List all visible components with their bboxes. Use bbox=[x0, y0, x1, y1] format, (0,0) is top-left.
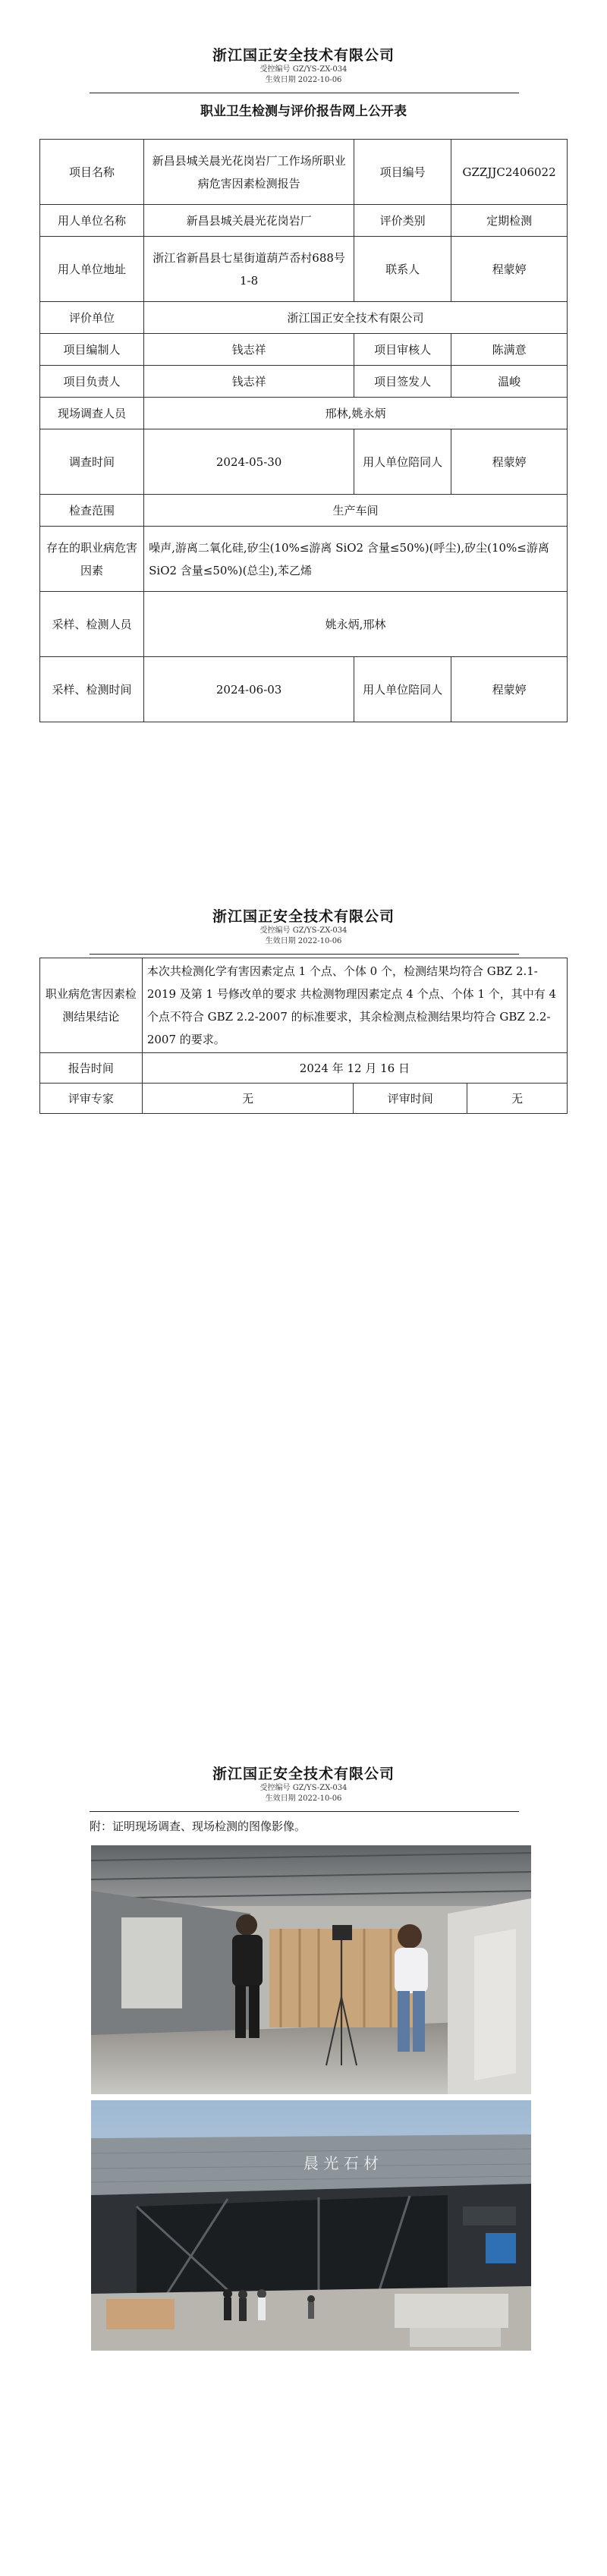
company-name: 浙江国正安全技术有限公司 bbox=[212, 908, 395, 925]
label-project-name: 项目名称 bbox=[40, 140, 144, 205]
label-reviewer: 项目审核人 bbox=[354, 334, 451, 366]
value-hazards: 噪声,游离二氧化硅,矽尘(10%≤游离 SiO2 含量≤50%)(呼尘),矽尘(10%≤游离 SiO2 含量≤50%)(总尘),苯乙烯 bbox=[144, 527, 568, 592]
page-header bbox=[0, 44, 607, 86]
value-leader: 钱志祥 bbox=[144, 366, 354, 398]
value-surveyor: 邢林,姚永炳 bbox=[144, 398, 568, 429]
value-contact: 程蒙婷 bbox=[451, 237, 568, 302]
appendix-note: 附：证明现场调查、现场检测的图像影像。 bbox=[90, 1820, 307, 1833]
header-rule bbox=[90, 1811, 519, 1812]
report-table bbox=[39, 139, 568, 722]
value-conclusion: 本次共检测化学有害因素定点 1 个点、个体 0 个，检测结果均符合 GBZ 2.1-2019 及第 1 号修改单的要求 共检测物理因素定点 4 个点、个体 1 个，其中有 4 个点不符合 GBZ 2.2-2007 的标准要求，其余检测点检测结果均符合 GBZ 2.2-2007 的要求。 bbox=[142, 958, 567, 1053]
conclusion-table bbox=[39, 958, 568, 1114]
value-issuer: 温峻 bbox=[451, 366, 568, 398]
label-survey-time: 调查时间 bbox=[40, 429, 144, 495]
value-eval-type: 定期检测 bbox=[451, 205, 568, 237]
company-name: 浙江国正安全技术有限公司 bbox=[212, 47, 395, 64]
label-eval-type: 评价类别 bbox=[354, 205, 451, 237]
effective-date: 生效日期 2022-10-06 bbox=[265, 76, 342, 84]
label-hazards: 存在的职业病危害因素 bbox=[40, 527, 144, 592]
control-number: 受控编号 GZ/YS-ZX-034 bbox=[259, 1784, 348, 1792]
label-expert: 评审专家 bbox=[40, 1084, 143, 1114]
value-scope: 生产车间 bbox=[144, 495, 568, 527]
label-sampler: 采样、检测人员 bbox=[40, 592, 144, 657]
control-number: 受控编号 GZ/YS-ZX-034 bbox=[259, 926, 348, 935]
value-accompany-2: 程蒙婷 bbox=[451, 657, 568, 722]
label-surveyor: 现场调查人员 bbox=[40, 398, 144, 429]
label-project-no: 项目编号 bbox=[354, 140, 451, 205]
label-contact: 联系人 bbox=[354, 237, 451, 302]
value-eval-unit: 浙江国正安全技术有限公司 bbox=[144, 302, 568, 334]
value-accompany: 程蒙婷 bbox=[451, 429, 568, 495]
value-sample-time: 2024-06-03 bbox=[144, 657, 354, 722]
label-accompany: 用人单位陪同人 bbox=[354, 429, 451, 495]
factory-exterior-photo bbox=[91, 2100, 531, 2351]
page-header bbox=[0, 905, 607, 947]
label-compiler: 项目编制人 bbox=[40, 334, 144, 366]
value-employer-address: 浙江省新昌县七星街道葫芦岙村688号1-8 bbox=[144, 237, 354, 302]
label-scope: 检查范围 bbox=[40, 495, 144, 527]
label-conclusion: 职业病危害因素检测结果结论 bbox=[40, 958, 143, 1053]
factory-sign-text: 晨 光 石 材 bbox=[304, 2154, 379, 2172]
value-sampler: 姚永炳,邢林 bbox=[144, 592, 568, 657]
value-report-time: 2024 年 12 月 16 日 bbox=[142, 1053, 567, 1084]
value-survey-time: 2024-05-30 bbox=[144, 429, 354, 495]
value-review-time: 无 bbox=[467, 1084, 568, 1114]
label-employer-address: 用人单位地址 bbox=[40, 237, 144, 302]
effective-date: 生效日期 2022-10-06 bbox=[265, 1794, 342, 1803]
control-number: 受控编号 GZ/YS-ZX-034 bbox=[259, 65, 348, 74]
page-header bbox=[0, 1763, 607, 1804]
label-accompany-2: 用人单位陪同人 bbox=[354, 657, 451, 722]
header-rule bbox=[90, 954, 519, 955]
label-eval-unit: 评价单位 bbox=[40, 302, 144, 334]
label-leader: 项目负责人 bbox=[40, 366, 144, 398]
label-sample-time: 采样、检测时间 bbox=[40, 657, 144, 722]
label-employer-name: 用人单位名称 bbox=[40, 205, 144, 237]
value-project-no: GZZJJC2406022 bbox=[451, 140, 568, 205]
value-employer-name: 新昌县城关晨光花岗岩厂 bbox=[144, 205, 354, 237]
value-expert: 无 bbox=[142, 1084, 354, 1114]
value-compiler: 钱志祥 bbox=[144, 334, 354, 366]
document-title: 职业卫生检测与评价报告网上公开表 bbox=[200, 104, 407, 119]
value-project-name: 新昌县城关晨光花岗岩厂工作场所职业病危害因素检测报告 bbox=[144, 140, 354, 205]
value-reviewer: 陈满意 bbox=[451, 334, 568, 366]
label-report-time: 报告时间 bbox=[40, 1053, 143, 1084]
site-survey-photo bbox=[91, 1845, 531, 2094]
label-review-time: 评审时间 bbox=[354, 1084, 467, 1114]
label-issuer: 项目签发人 bbox=[354, 366, 451, 398]
company-name: 浙江国正安全技术有限公司 bbox=[212, 1766, 395, 1782]
effective-date: 生效日期 2022-10-06 bbox=[265, 937, 342, 945]
